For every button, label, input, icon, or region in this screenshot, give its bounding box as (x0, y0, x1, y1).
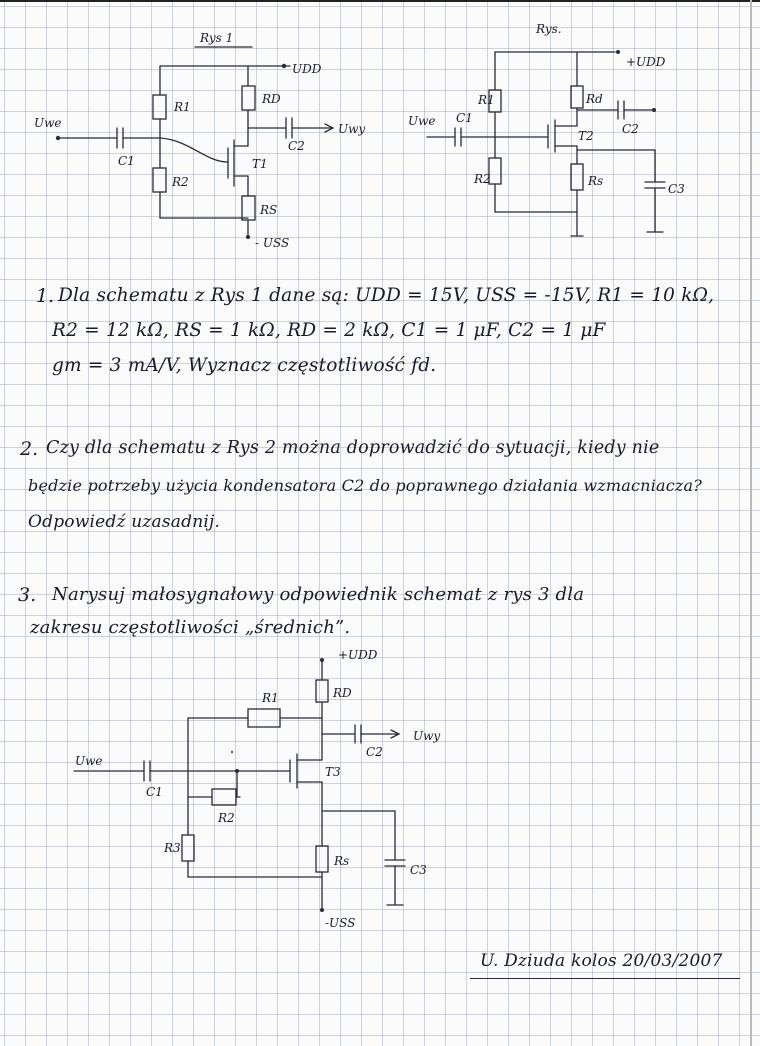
svg-text:R1: R1 (478, 93, 495, 107)
svg-text:+UDD: +UDD (626, 55, 666, 69)
svg-text:T1: T1 (252, 157, 268, 171)
svg-text:Uwe: Uwe (408, 114, 436, 128)
fig1-title: Rys 1 (200, 31, 234, 45)
svg-text:R2: R2 (474, 172, 491, 186)
signature: U. Dziuda kolos 20/03/2007 (480, 951, 723, 971)
svg-text:C1: C1 (118, 154, 135, 168)
svg-text:R1: R1 (174, 100, 191, 114)
svg-text:Uwy: Uwy (338, 122, 366, 136)
fig1-vdd-label: UDD (292, 62, 322, 76)
fig2-title: Rys. (536, 22, 562, 36)
svg-text:RD: RD (262, 92, 281, 106)
svg-text:+UDD: +UDD (338, 648, 378, 662)
question-2-line-3: Odpowiedź uzasadnij. (28, 512, 221, 532)
question-2-line-1: Czy dla schematu z Rys 2 można doprowadzić do sytuacji, kiedy nie (46, 438, 660, 458)
svg-text:R2: R2 (218, 811, 235, 825)
svg-text:T3: T3 (325, 765, 341, 779)
question-2-number: 2. (20, 438, 39, 460)
svg-text:C2: C2 (622, 122, 639, 136)
svg-text:Rs: Rs (588, 174, 604, 188)
fig3-r3 (182, 835, 194, 861)
svg-text:RD: RD (333, 686, 352, 700)
svg-text:R3: R3 (164, 841, 181, 855)
question-1-line-1: Dla schematu z Rys 1 dane są: UDD = 15V, USS = -15V, R1 = 10 kΩ, (58, 285, 715, 306)
svg-text:Uwe: Uwe (34, 116, 62, 130)
question-1-line-3: gm = 3 mA/V, Wyznacz częstotliwość fd. (52, 355, 437, 376)
svg-text:R1: R1 (262, 691, 279, 705)
fig3-rs (316, 846, 328, 872)
svg-text:R2: R2 (172, 175, 189, 189)
question-3-line-1: Narysuj małosygnałowy odpowiednik schemat z rys 3 dla (52, 584, 585, 605)
fig3-rd (316, 680, 328, 702)
svg-text:RS: RS (260, 203, 278, 217)
fig3-r1 (248, 709, 280, 727)
svg-text:Rs: Rs (334, 854, 350, 868)
question-3-line-2: zakresu częstotliwości „średnich”. (30, 617, 351, 638)
svg-text:Uwy: Uwy (413, 729, 441, 743)
question-1-line-2: R2 = 12 kΩ, RS = 1 kΩ, RD = 2 kΩ, C1 = 1 μF, C2 = 1 μF (52, 320, 606, 341)
svg-text:C2: C2 (288, 139, 305, 153)
svg-text:C2: C2 (366, 745, 383, 759)
svg-text:-USS: -USS (325, 916, 356, 930)
svg-text:C3: C3 (410, 863, 427, 877)
question-2-line-2: będzie potrzeby użycia kondensatora C2 do poprawnego działania wzmacniacza? (28, 476, 703, 495)
fig3-r2 (212, 789, 236, 805)
svg-text:T2: T2 (578, 129, 594, 143)
svg-text:Uwe: Uwe (75, 754, 103, 768)
svg-text:C1: C1 (456, 111, 473, 125)
svg-text:- USS: - USS (255, 236, 290, 250)
question-1-number: 1. (36, 285, 55, 307)
svg-text:Rd: Rd (586, 92, 603, 106)
svg-text:C1: C1 (146, 785, 163, 799)
question-3-number: 3. (18, 584, 37, 606)
signature-underline (470, 978, 740, 979)
svg-text:C3: C3 (668, 182, 685, 196)
